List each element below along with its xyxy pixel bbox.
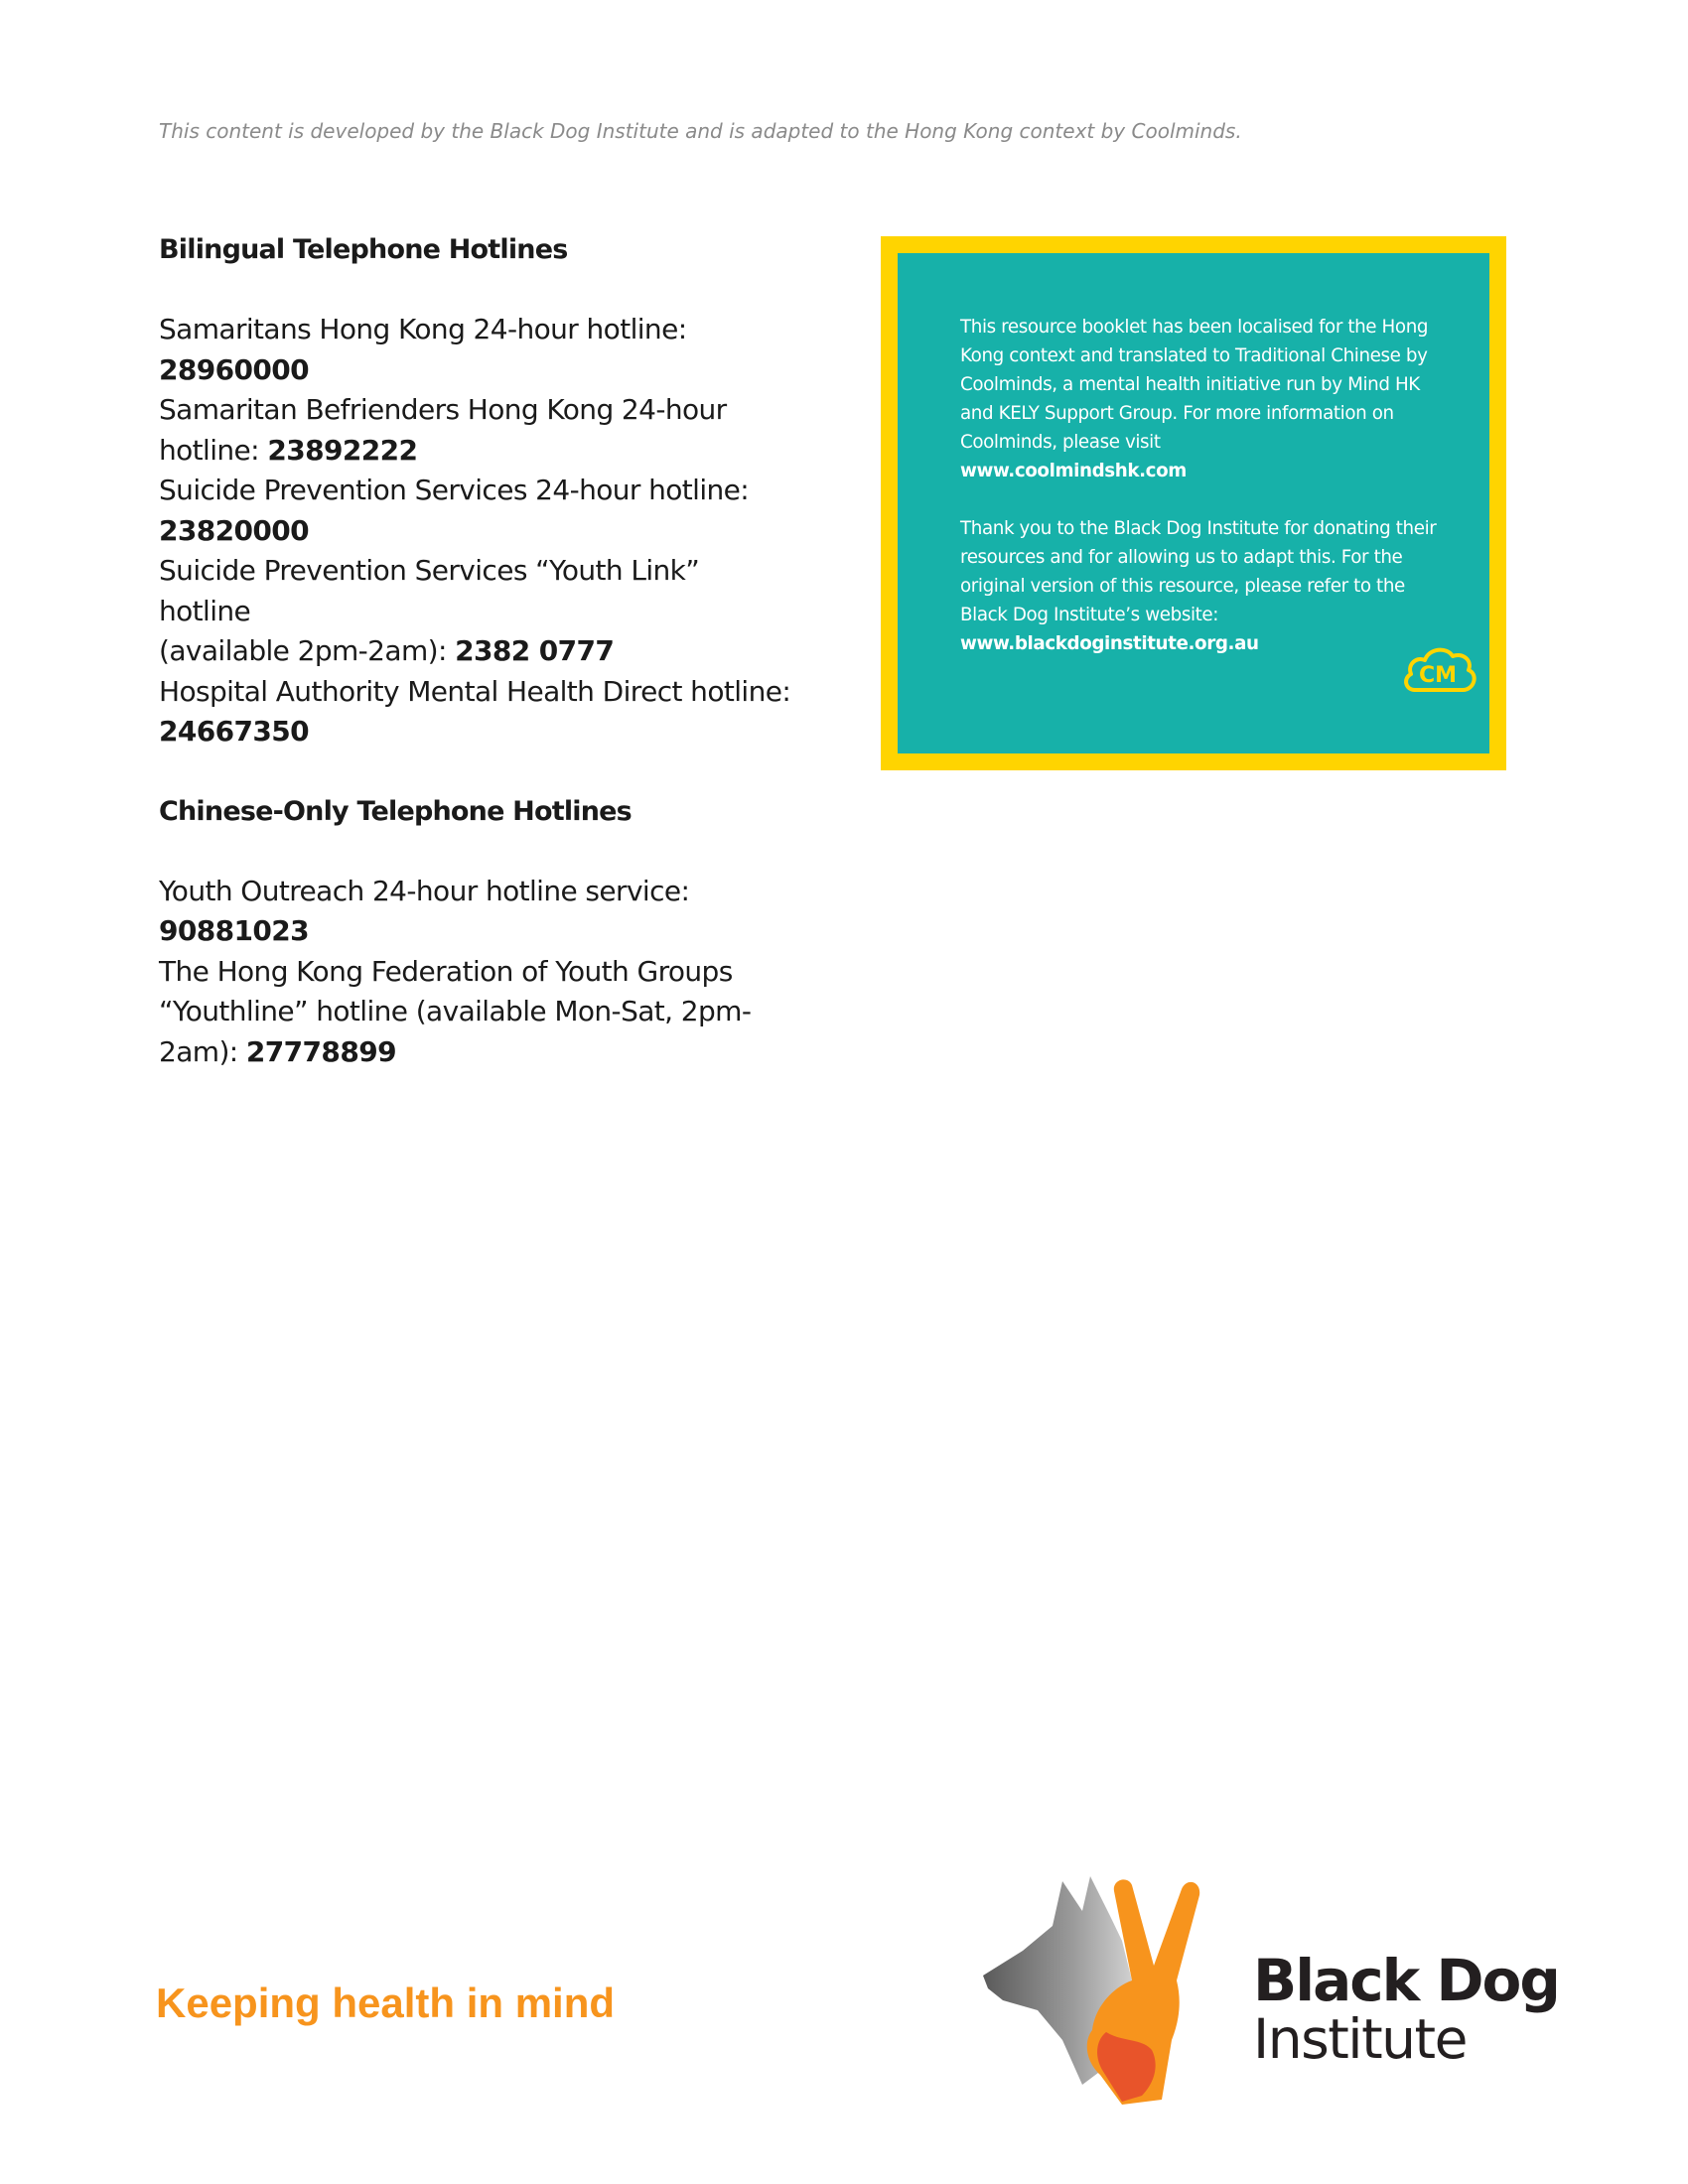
coolminds-info-box bbox=[881, 236, 1506, 770]
hotline-entry bbox=[159, 872, 794, 952]
hotline-entry: The Hong Kong Federation of Youth Groups “Youthline” hotline (available Mon-Sat, 2pm- 2am): 27778899 bbox=[159, 954, 752, 1068]
tagline: Keeping health in mind bbox=[156, 1979, 616, 2026]
hotline-entry: Suicide Prevention Services “Youth Link” hotline (available 2pm-2am): 2382 0777 bbox=[159, 554, 700, 667]
blackdog-link[interactable]: www.blackdoginstitute.org.au bbox=[960, 633, 1259, 654]
bilingual-heading: Bilingual Telephone Hotlines bbox=[159, 234, 568, 265]
info-paragraph-localisation: This resource booklet has been localised for the Hong Kong context and translated to Traditional Chinese by Coolminds, a mental health initiative run by Mind HK and KELY Support Group. For more information on Coolminds, please visit bbox=[960, 317, 1429, 453]
chinese-only-heading: Chinese-Only Telephone Hotlines bbox=[159, 795, 632, 827]
coolminds-logo-text: CM bbox=[1418, 663, 1458, 688]
hotline-entry: Samaritan Befrienders Hong Kong 24-hour hotline: 23892222 bbox=[159, 393, 727, 467]
hotlines-column bbox=[159, 230, 794, 1072]
organisation-name-line2: Institute bbox=[1253, 2007, 1467, 2071]
hotline-label: Suicide Prevention Services 24-hour hotline: bbox=[159, 474, 750, 506]
hotline-label: Hospital Authority Mental Health Direct hotline: bbox=[159, 674, 791, 708]
hotline-entry bbox=[159, 672, 794, 752]
hotline-number: 2382 0777 bbox=[455, 634, 615, 667]
hotline-number: 28960000 bbox=[159, 352, 310, 386]
info-paragraph-thanks: Thank you to the Black Dog Institute for donating their resources and for allowing us to adapt this. For the original version of this resource, please refer to the Black Dog Institute’s website: bbox=[960, 518, 1437, 625]
hotline-number: 24667350 bbox=[159, 715, 310, 748]
organisation-name-line1: Black Dog bbox=[1253, 1947, 1559, 2014]
disclaimer-text: This content is developed by the Black Dog Institute and is adapted to the Hong Kong context by Coolminds. bbox=[159, 119, 1242, 143]
hotline-label: Youth Outreach 24-hour hotline service: bbox=[159, 874, 690, 907]
coolminds-link[interactable]: www.coolmindshk.com bbox=[960, 461, 1187, 481]
hotline-entry bbox=[159, 471, 794, 551]
coolminds-logo-icon bbox=[1401, 640, 1478, 702]
hotline-number: 23892222 bbox=[267, 433, 418, 467]
hotline-number: 27778899 bbox=[245, 1034, 396, 1068]
hotline-number: 23820000 bbox=[159, 513, 310, 547]
organisation-name bbox=[1253, 1947, 1559, 2071]
black-dog-institute-logo bbox=[983, 1871, 1559, 2110]
hotline-number: 90881023 bbox=[159, 914, 310, 947]
dog-hand-logo-icon bbox=[983, 1871, 1231, 2110]
hotline-label: Samaritans Hong Kong 24-hour hotline: bbox=[159, 313, 687, 345]
info-box-text bbox=[960, 313, 1437, 658]
hotline-entry bbox=[159, 310, 794, 390]
